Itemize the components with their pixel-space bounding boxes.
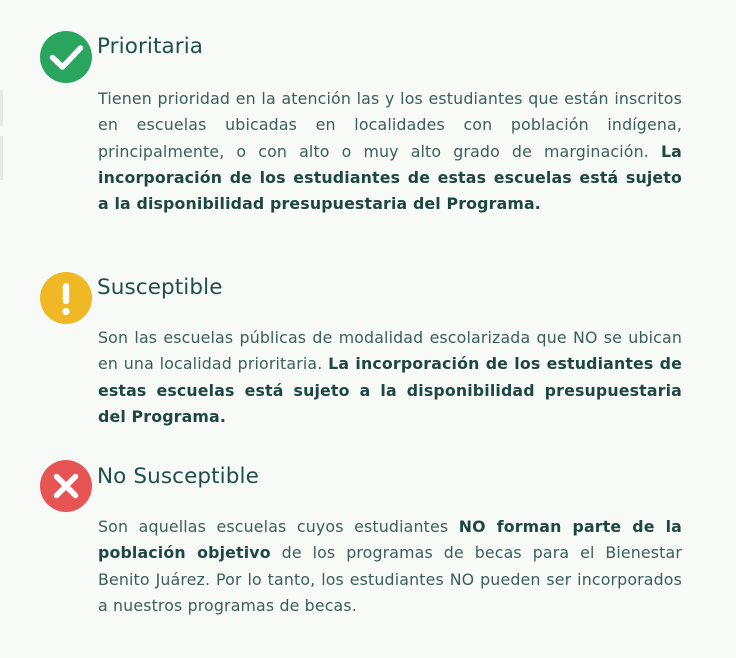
description-bold-text: NO forman parte de la población objetivo (98, 517, 682, 563)
section-description (98, 514, 682, 619)
section-description (98, 325, 682, 430)
left-edge-mark (0, 136, 3, 180)
description-bold-text: La incorporación de los estudiantes de estas escuelas está sujeto a la disponibilidad presupuestaria del Programa. (98, 141, 682, 214)
section-title: No Susceptible (97, 464, 259, 489)
description-text: Son aquellas escuelas cuyos estudiantes (98, 517, 459, 536)
x-circle-icon (40, 460, 92, 512)
section-title: Susceptible (97, 275, 223, 300)
check-circle-icon (40, 31, 92, 83)
description-text: Tienen prioridad en la atención las y los estudiantes que están inscritos en escuelas ubicadas en localidades con población indígena, principalmente, o con alto o muy alto grado de marginación. (98, 89, 682, 161)
description-text: de los programas de becas para el Bienestar Benito Juárez. Por lo tanto, los estudiantes NO pueden ser incorporados a nuestros programas de becas. (98, 543, 682, 615)
description-text: Son las escuelas públicas de modalidad escolarizada que NO se ubican en una localidad prioritaria. (98, 328, 682, 374)
section-description (98, 86, 682, 217)
description-bold-text: La incorporación de los estudiantes de estas escuelas está sujeto a la disponibilidad presupuestaria del Programa. (98, 354, 682, 426)
left-edge-mark (0, 90, 3, 126)
exclamation-circle-icon (40, 272, 92, 324)
section-title: Prioritaria (97, 34, 204, 59)
